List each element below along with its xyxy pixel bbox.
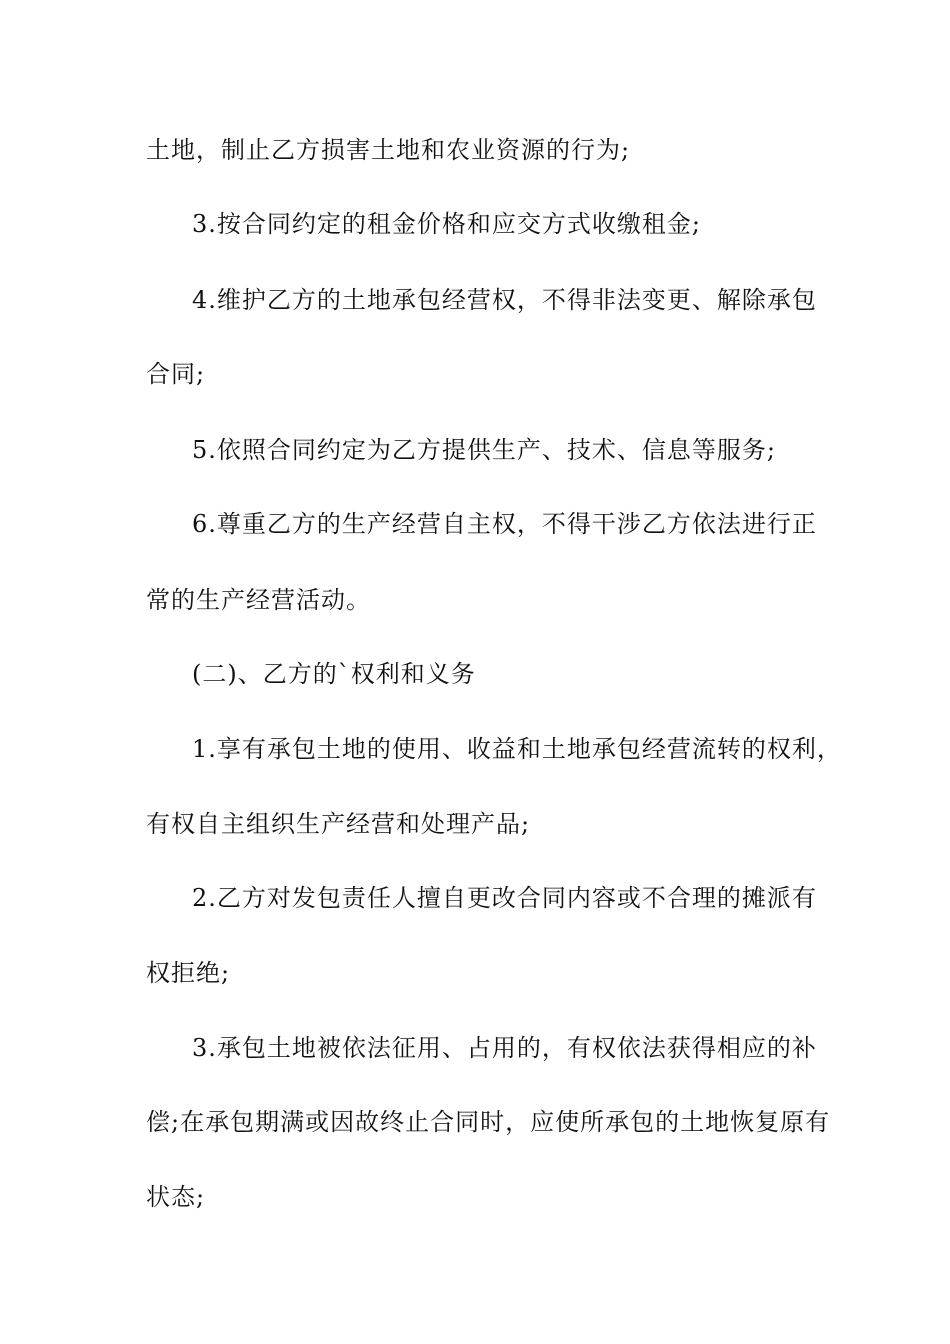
text-line: 6.尊重乙方的生产经营自主权，不得干涉乙方依法进行正 (192, 510, 817, 538)
section-heading: (二)、乙方的`权利和义务 (192, 660, 476, 688)
text-line: 土地，制止乙方损害土地和农业资源的行为; (146, 136, 631, 164)
text-line: 3.按合同约定的租金价格和应交方式收缴租金; (192, 210, 701, 238)
text-line: 4.维护乙方的土地承包经营权，不得非法变更、解除承包 (192, 286, 817, 314)
text-line: 2.乙方对发包责任人擅自更改合同内容或不合理的摊派有 (192, 884, 817, 912)
text-line: 3.承包土地被依法征用、占用的，有权依法获得相应的补 (192, 1034, 817, 1062)
text-line: 权拒绝; (146, 959, 231, 987)
text-line: 常的生产经营活动。 (146, 586, 371, 614)
text-line: 偿;在承包期满或因故终止合同时，应使所承包的土地恢复原有 (146, 1108, 831, 1136)
text-line: 5.依照合同约定为乙方提供生产、技术、信息等服务; (192, 436, 776, 464)
text-line: 合同; (146, 360, 206, 388)
text-line: 状态; (146, 1183, 206, 1211)
text-line: 有权自主组织生产经营和处理产品; (146, 810, 531, 838)
text-line: 1.享有承包土地的使用、收益和土地承包经营流转的权利， (192, 735, 842, 763)
